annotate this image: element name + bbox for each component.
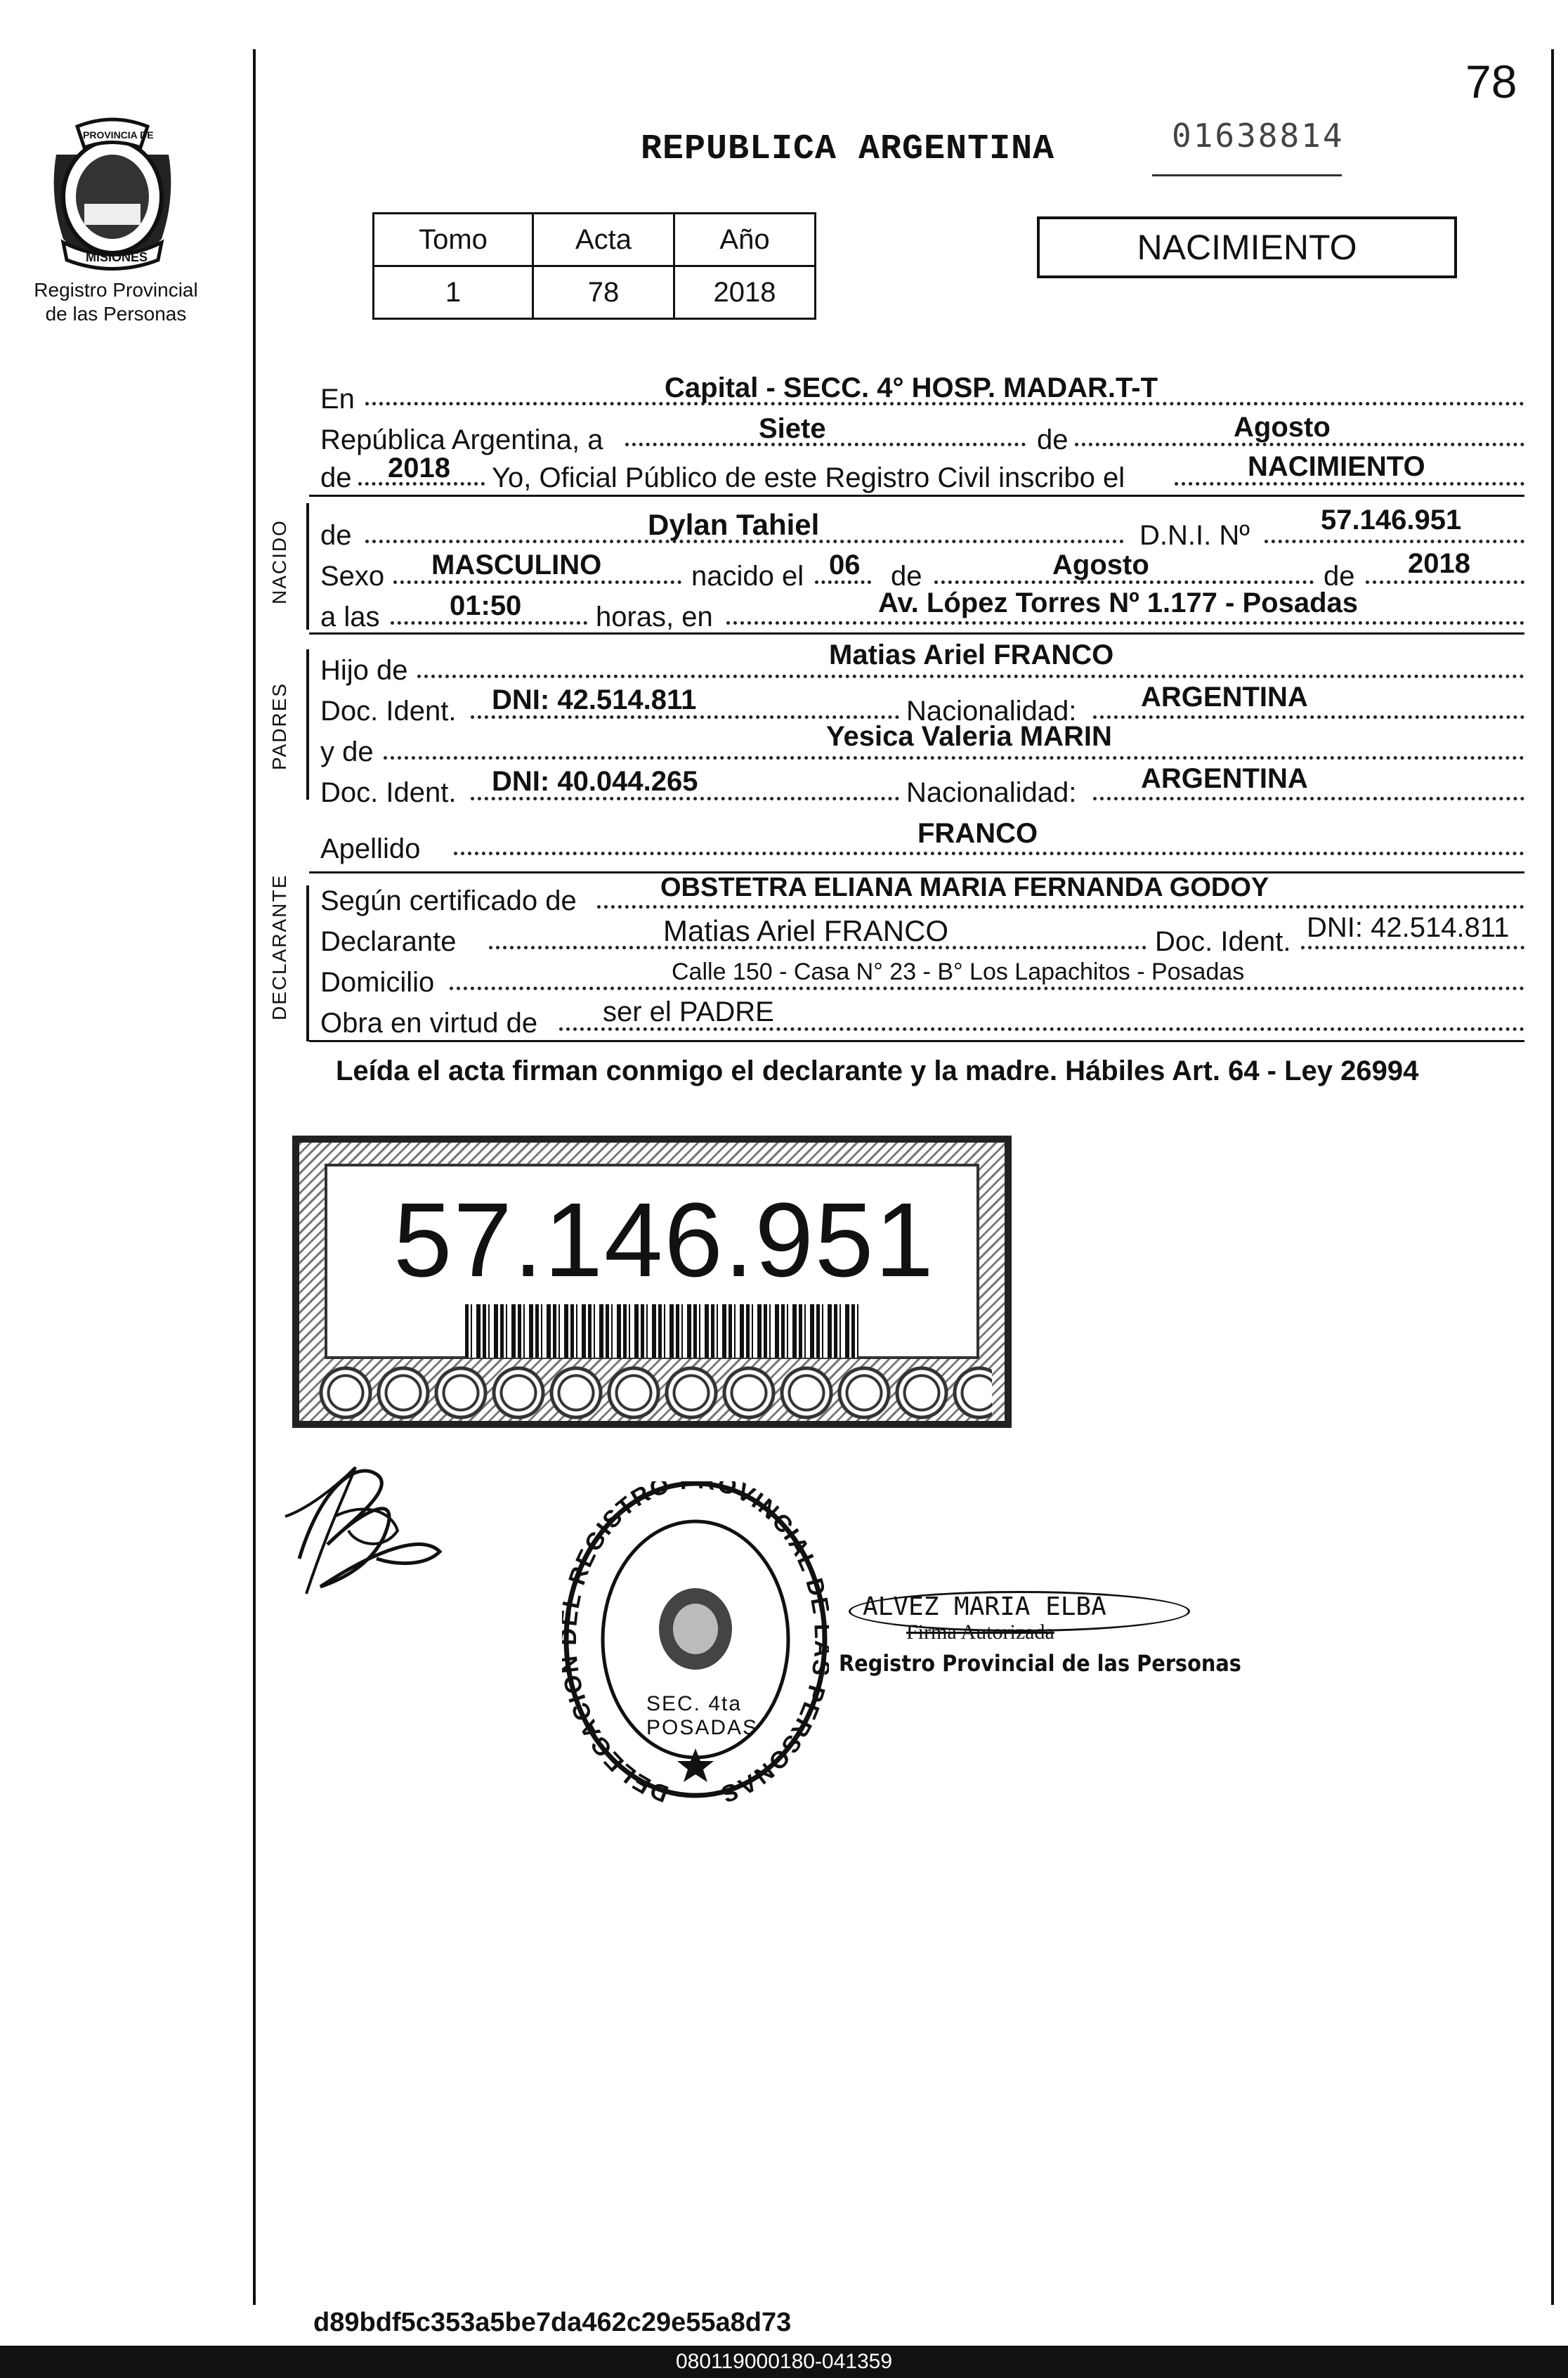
dots-madre-nac: [1093, 797, 1524, 800]
signatory-org: Registro Provincial de las Personas: [839, 1650, 1241, 1677]
footer-code: 080119000180-041359: [675, 2350, 893, 2373]
value-anio: 2018: [388, 453, 450, 483]
padres-bracket: [306, 649, 309, 800]
official-stamp: [562, 1481, 829, 1807]
registry-seal-logo: [35, 112, 190, 274]
dots-hora: [391, 621, 587, 625]
record-type: NACIMIENTO: [1137, 228, 1357, 267]
label-en: En: [320, 384, 355, 415]
dots-dni: [1265, 540, 1524, 543]
dots-acto: [1175, 482, 1524, 486]
dots-mes-nac: [934, 580, 1314, 584]
value-padre: Matias Ariel FRANCO: [829, 639, 1114, 670]
value-madre-dni: DNI: 40.044.265: [492, 766, 698, 797]
label-dni: D.N.I. Nº: [1139, 520, 1250, 551]
stamp-ring-text: DELEGACI REGISTRO ROVINCIAL D PERSONAS: [563, 1481, 829, 1807]
record-table: [372, 212, 816, 320]
dots-sexo: [393, 580, 681, 584]
left-margin-rule: [253, 49, 256, 2305]
closing-text: Leída el acta firman conmigo el declarante y la madre. Hábiles Art. 64 - Ley 26994: [336, 1055, 1419, 1086]
label-de-anio: de: [1324, 561, 1355, 592]
footer-bar: [0, 2346, 1568, 2378]
section-nacido: NACIDO: [268, 519, 290, 604]
label-nacionalidad-1: Nacionalidad:: [906, 696, 1077, 727]
value-nombre: Dylan Tahiel: [648, 508, 820, 541]
dots-padre: [417, 675, 1524, 678]
value-domicilio: Calle 150 - Casa N° 23 - B° Los Lapachitos - Posadas: [672, 959, 1245, 985]
value-apellido: FRANCO: [917, 818, 1038, 849]
dni-sticker: [292, 1136, 1012, 1428]
label-republica: República Argentina, a: [320, 424, 603, 455]
table-header-anio: Año: [674, 214, 816, 266]
signatory-name: ALVEZ MARIA ELBA: [863, 1592, 1106, 1621]
table-header-tomo: Tomo: [374, 214, 533, 266]
label-horas-en: horas, en: [596, 602, 713, 632]
table-value-tomo: 1: [374, 266, 533, 319]
registry-line-1: Registro Provincial: [34, 279, 198, 301]
value-obra: ser el PADRE: [603, 996, 774, 1027]
label-de-mes: de: [891, 561, 922, 592]
dots-dia-nac: [815, 580, 871, 584]
seal-bottom-text: MISIONES: [86, 250, 148, 264]
label-de-year: de: [320, 462, 352, 493]
record-type-box: [1037, 216, 1457, 278]
value-mes: Agosto: [1234, 412, 1331, 443]
label-nacido-el: nacido el: [691, 561, 804, 592]
table-value-anio: 2018: [674, 266, 816, 319]
dots-certificado: [597, 905, 1524, 909]
dots-apellido: [454, 852, 1524, 855]
label-declarante: Declarante: [320, 926, 457, 957]
dots-obra: [559, 1027, 1524, 1031]
divider-4: [309, 1040, 1524, 1042]
country-title: REPUBLICA ARGENTINA: [641, 129, 1055, 169]
value-sexo: MASCULINO: [431, 550, 602, 580]
label-hijo-de: Hijo de: [320, 655, 408, 686]
label-doc-ident-2: Doc. Ident.: [320, 777, 457, 808]
value-madre: Yesica Valeria MARIN: [826, 721, 1112, 752]
serial-number: 01638814: [1172, 117, 1345, 155]
dots-padre-dni: [471, 715, 899, 719]
table-value-acta: 78: [533, 266, 674, 319]
value-acto: NACIMIENTO: [1248, 451, 1425, 482]
label-apellido: Apellido: [320, 833, 421, 864]
section-padres: PADRES: [268, 682, 290, 770]
value-mes-nac: Agosto: [1052, 550, 1149, 580]
signatory-title: Firma Autorizada: [906, 1620, 1054, 1644]
dni-sticker-number: 57.146.951: [393, 1181, 935, 1299]
dni-barcode: [465, 1304, 858, 1358]
value-hora: 01:50: [450, 590, 522, 621]
declarante-bracket: [306, 885, 309, 1041]
nacido-bracket: [306, 503, 309, 630]
dots-declarante-dni: [1301, 946, 1524, 949]
dots-domicilio: [450, 987, 1524, 990]
value-dia-nac: 06: [829, 550, 861, 580]
divider-2: [309, 632, 1524, 635]
dots-madre-dni: [471, 797, 899, 800]
value-madre-nac: ARGENTINA: [1141, 763, 1308, 794]
dots-lugar-nac: [726, 621, 1524, 625]
section-declarante: DECLARANTE: [268, 873, 290, 1020]
label-y-de: y de: [320, 736, 374, 767]
dots-padre-nac: [1093, 715, 1524, 719]
value-anio-nac: 2018: [1408, 548, 1470, 579]
value-declarante-dni: DNI: 42.514.811: [1307, 912, 1510, 943]
label-sexo: Sexo: [320, 561, 385, 592]
label-a-las: a las: [320, 602, 380, 632]
seal-top-text: PROVINCIA DE: [83, 129, 154, 141]
dots-anio-nac: [1366, 580, 1524, 584]
label-segun: Según certificado de: [320, 885, 577, 916]
page-number: 78: [1465, 56, 1517, 108]
table-header-acta: Acta: [533, 214, 674, 266]
label-de-name: de: [320, 520, 352, 551]
registry-line-2: de las Personas: [45, 303, 187, 325]
dni-sticker-inner: [325, 1164, 979, 1359]
value-padre-dni: DNI: 42.514.811: [492, 684, 697, 715]
value-dni: 57.146.951: [1321, 505, 1462, 535]
label-yo: Yo, Oficial Público de este Registro Civil inscribo el: [492, 462, 1125, 493]
label-doc-ident-1: Doc. Ident.: [320, 696, 457, 727]
label-domicilio: Domicilio: [320, 967, 435, 998]
dni-sticker-pattern-row: [318, 1366, 992, 1419]
registry-name: [21, 278, 211, 326]
value-dia: Siete: [759, 413, 826, 444]
value-lugar: Capital - SECC. 4° HOSP. MADAR.T-T: [665, 372, 1158, 403]
label-nacionalidad-2: Nacionalidad:: [906, 777, 1077, 808]
document-hash: d89bdf5c353a5be7da462c29e55a8d73: [313, 2308, 792, 2337]
right-margin-rule: [1551, 49, 1554, 2305]
divider-1: [309, 495, 1524, 497]
value-declarante: Matias Ariel FRANCO: [663, 914, 949, 947]
value-certificado: OBSTETRA ELIANA MARIA FERNANDA GODOY: [660, 873, 1269, 902]
label-obra: Obra en virtud de: [320, 1008, 538, 1039]
label-doc-ident-3: Doc. Ident.: [1155, 926, 1291, 957]
signature-declarante: [278, 1446, 461, 1608]
value-lugar-nac: Av. López Torres Nº 1.177 - Posadas: [878, 587, 1358, 618]
stamp-inner-text: SEC. 4ta POSADAS: [646, 1692, 759, 1739]
serial-underline: [1152, 174, 1342, 176]
value-padre-nac: ARGENTINA: [1141, 682, 1308, 713]
dots-mes: [1075, 443, 1524, 446]
label-de-month: de: [1037, 424, 1069, 455]
dots-madre: [384, 756, 1524, 760]
